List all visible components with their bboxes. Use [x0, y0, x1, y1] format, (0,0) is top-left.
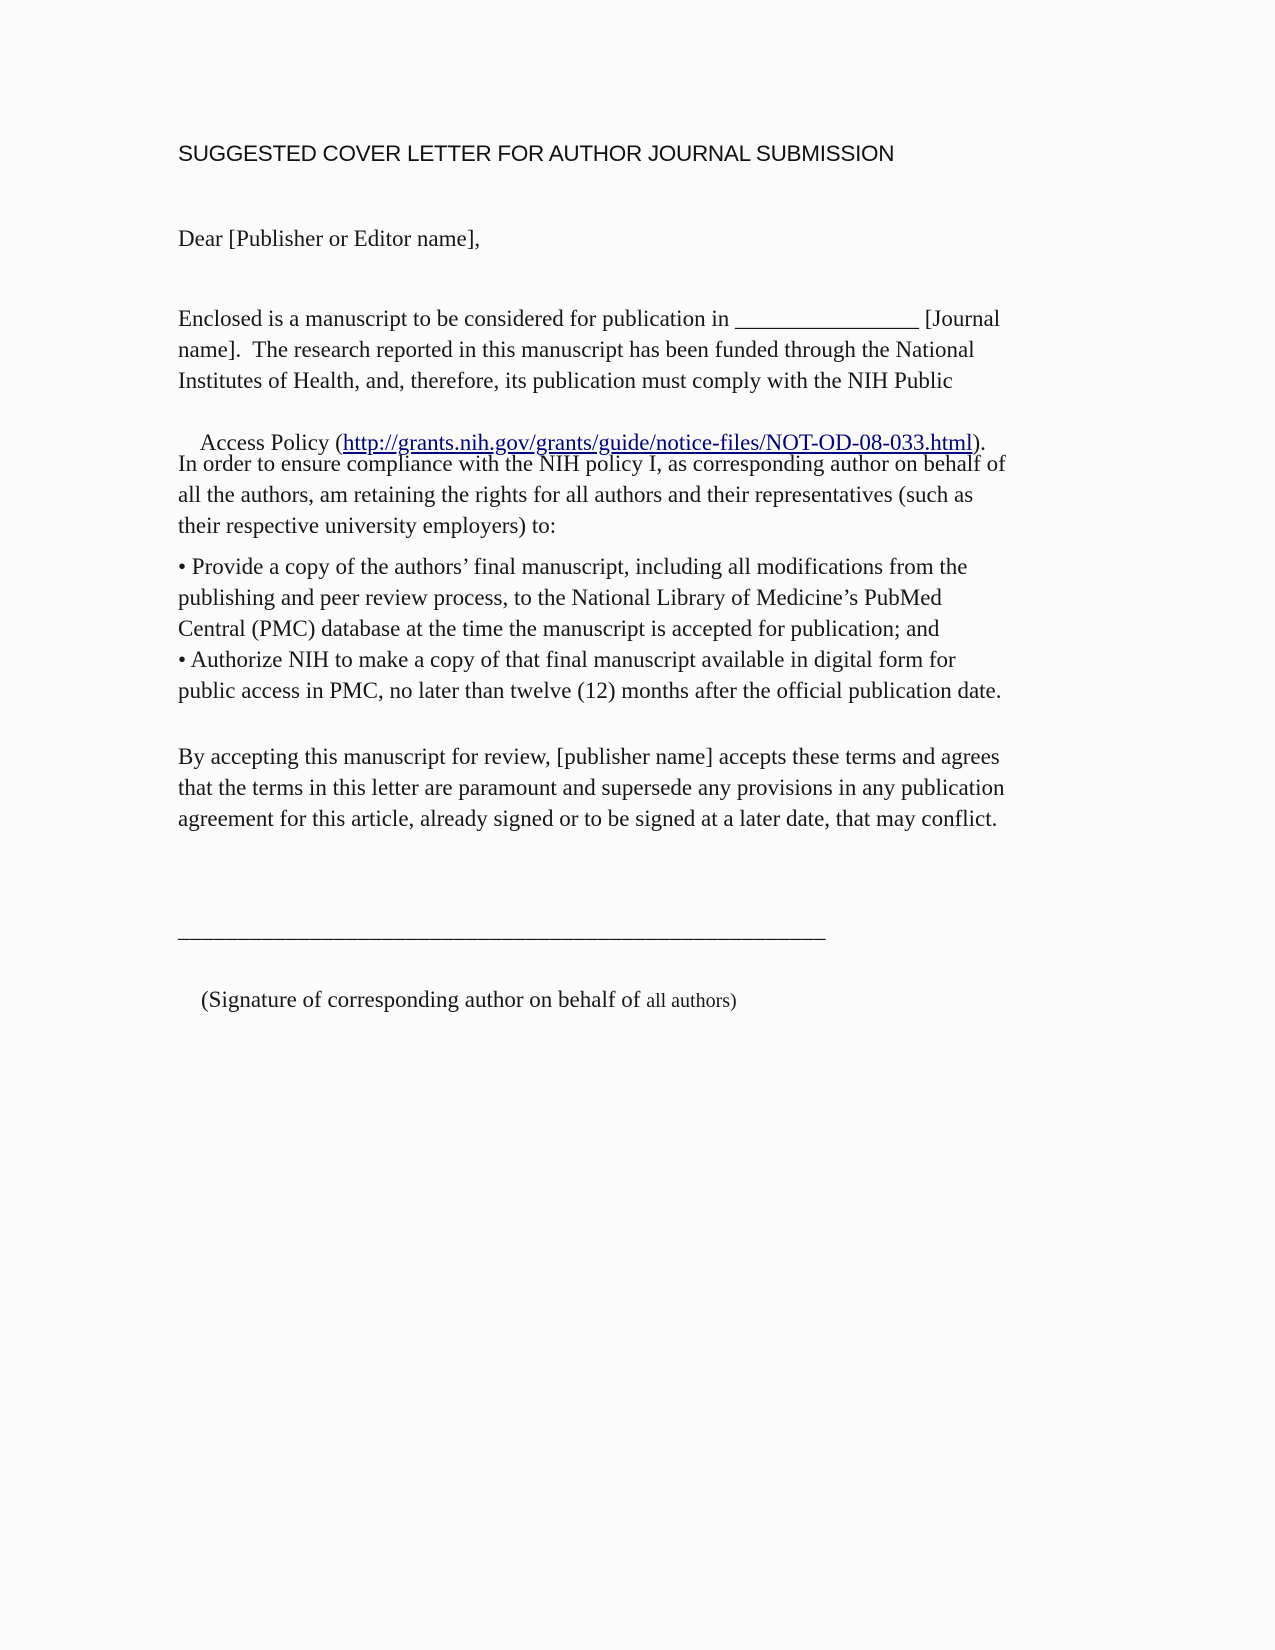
- nih-public-access-policy-link[interactable]: http://grants.nih.gov/grants/guide/notice-files/NOT-OD-08-033.html: [342, 430, 973, 455]
- text-line: their respective university employers) to:: [178, 513, 557, 538]
- text-line: all the authors, am retaining the rights for all authors and their representatives (such as: [178, 482, 974, 507]
- text-line: • Provide a copy of the authors’ final manuscript, including all modifications from the: [178, 554, 968, 579]
- text-line: public access in PMC, no later than twelve (12) months after the official publication date.: [178, 678, 1002, 703]
- text-line: agreement for this article, already signed or to be signed at a later date, that may conflict.: [178, 806, 998, 831]
- link-line-prefix: Access Policy (: [199, 430, 343, 455]
- salutation: Dear [Publisher or Editor name],: [178, 226, 481, 251]
- paragraph-accepting: [178, 741, 1005, 834]
- paragraph-enclosed: [178, 303, 1000, 396]
- text-line: • Authorize NIH to make a copy of that final manuscript available in digital form for: [178, 647, 956, 672]
- signature-caption-small: all authors): [646, 990, 737, 1012]
- page-title: SUGGESTED COVER LETTER FOR AUTHOR JOURNAL SUBMISSION: [178, 141, 895, 166]
- text-line: that the terms in this letter are paramount and supersede any provisions in any publication: [178, 775, 1005, 800]
- text-line: In order to ensure compliance with the NIH policy I, as corresponding author on behalf of: [178, 451, 1006, 476]
- text-line: publishing and peer review process, to the National Library of Medicine’s PubMed: [178, 585, 942, 610]
- signature-line: ______________________________________________________: [178, 917, 826, 942]
- text-line: Institutes of Health, and, therefore, its publication must comply with the NIH Public: [178, 368, 953, 393]
- signature-caption-main: (Signature of corresponding author on behalf of: [201, 987, 647, 1012]
- text-line: name]. The research reported in this manuscript has been funded through the National: [178, 337, 975, 362]
- bullet-list: [178, 551, 1002, 706]
- link-line-suffix: ).: [972, 430, 986, 455]
- text-line: By accepting this manuscript for review, [publisher name] accepts these terms and agrees: [178, 744, 1000, 769]
- paragraph-compliance: [178, 448, 1006, 541]
- signature-caption: [178, 953, 737, 1048]
- text-line: Enclosed is a manuscript to be considered for publication in ________________ [Journal: [178, 306, 1001, 331]
- text-line: Central (PMC) database at the time the manuscript is accepted for publication; and: [178, 616, 940, 641]
